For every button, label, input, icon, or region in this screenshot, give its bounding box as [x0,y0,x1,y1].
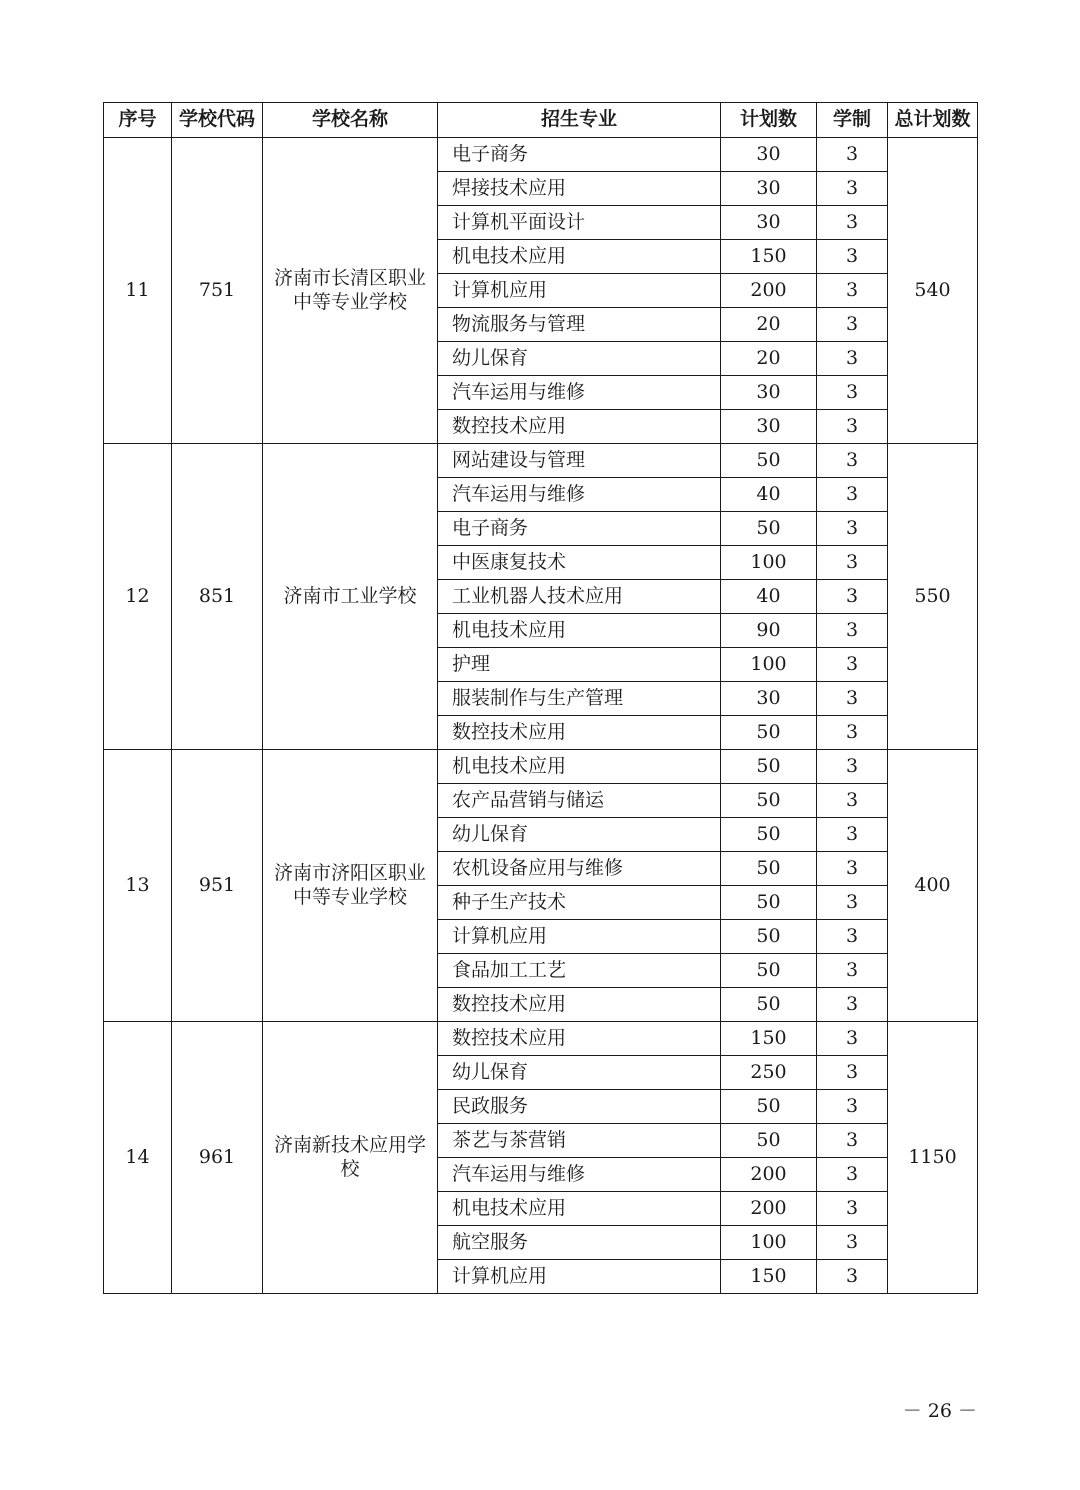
major-cell: 种子生产技术 [438,886,721,920]
major-cell: 数控技术应用 [438,1022,721,1056]
major-cell: 汽车运用与维修 [438,1158,721,1192]
major-cell: 茶艺与茶营销 [438,1124,721,1158]
plan-count-cell: 250 [721,1056,817,1090]
major-cell: 农产品营销与储运 [438,784,721,818]
years-cell: 3 [817,614,888,648]
school-seq-cell: 14 [104,1022,172,1294]
major-cell: 机电技术应用 [438,1192,721,1226]
plan-count-cell: 100 [721,1226,817,1260]
plan-count-cell: 50 [721,818,817,852]
years-cell: 3 [817,1124,888,1158]
years-cell: 3 [817,988,888,1022]
plan-count-cell: 50 [721,1090,817,1124]
years-cell: 3 [817,512,888,546]
school-total-cell: 550 [888,444,978,750]
school-code-cell: 961 [172,1022,263,1294]
years-cell: 3 [817,1090,888,1124]
major-cell: 电子商务 [438,512,721,546]
years-cell: 3 [817,580,888,614]
major-cell: 计算机应用 [438,920,721,954]
plan-count-cell: 150 [721,240,817,274]
major-cell: 食品加工工艺 [438,954,721,988]
years-cell: 3 [817,1226,888,1260]
plan-count-cell: 20 [721,308,817,342]
plan-count-cell: 30 [721,172,817,206]
major-cell: 幼儿保育 [438,342,721,376]
plan-count-cell: 100 [721,648,817,682]
years-cell: 3 [817,240,888,274]
school-code-cell: 851 [172,444,263,750]
years-cell: 3 [817,1260,888,1294]
school-code-cell: 951 [172,750,263,1022]
plan-count-cell: 90 [721,614,817,648]
major-cell: 护理 [438,648,721,682]
years-cell: 3 [817,682,888,716]
major-cell: 服装制作与生产管理 [438,682,721,716]
major-cell: 航空服务 [438,1226,721,1260]
plan-count-cell: 150 [721,1260,817,1294]
years-cell: 3 [817,1158,888,1192]
page-number: － 26 － [902,1400,977,1422]
plan-count-cell: 30 [721,206,817,240]
years-cell: 3 [817,852,888,886]
major-cell: 机电技术应用 [438,614,721,648]
major-cell: 数控技术应用 [438,410,721,444]
plan-count-cell: 40 [721,580,817,614]
school-name-cell: 济南市工业学校 [263,444,438,750]
plan-count-cell: 50 [721,512,817,546]
header-major: 招生专业 [438,103,721,138]
years-cell: 3 [817,410,888,444]
plan-count-cell: 200 [721,1158,817,1192]
plan-count-cell: 200 [721,1192,817,1226]
major-cell: 计算机应用 [438,274,721,308]
school-name-cell: 济南市济阳区职业中等专业学校 [263,750,438,1022]
years-cell: 3 [817,342,888,376]
header-years: 学制 [817,103,888,138]
plan-count-cell: 50 [721,716,817,750]
plan-count-cell: 50 [721,784,817,818]
years-cell: 3 [817,818,888,852]
years-cell: 3 [817,1192,888,1226]
major-cell: 幼儿保育 [438,818,721,852]
major-cell: 汽车运用与维修 [438,478,721,512]
major-cell: 焊接技术应用 [438,172,721,206]
header-school-name: 学校名称 [263,103,438,138]
school-name-cell: 济南新技术应用学校 [263,1022,438,1294]
years-cell: 3 [817,444,888,478]
enrollment-plan-table [103,102,978,1294]
major-cell: 中医康复技术 [438,546,721,580]
major-cell: 农机设备应用与维修 [438,852,721,886]
years-cell: 3 [817,1056,888,1090]
years-cell: 3 [817,172,888,206]
years-cell: 3 [817,954,888,988]
table-row [104,750,978,784]
plan-count-cell: 50 [721,852,817,886]
major-cell: 民政服务 [438,1090,721,1124]
school-total-cell: 400 [888,750,978,1022]
school-seq-cell: 11 [104,138,172,444]
plan-count-cell: 30 [721,376,817,410]
major-cell: 物流服务与管理 [438,308,721,342]
years-cell: 3 [817,920,888,954]
plan-count-cell: 30 [721,682,817,716]
years-cell: 3 [817,1022,888,1056]
plan-count-cell: 50 [721,886,817,920]
years-cell: 3 [817,138,888,172]
years-cell: 3 [817,274,888,308]
table-row [104,138,978,172]
header-plan-count: 计划数 [721,103,817,138]
years-cell: 3 [817,716,888,750]
years-cell: 3 [817,648,888,682]
table-body [104,138,978,1294]
years-cell: 3 [817,546,888,580]
plan-count-cell: 50 [721,1124,817,1158]
plan-count-cell: 50 [721,954,817,988]
table-row [104,444,978,478]
school-total-cell: 1150 [888,1022,978,1294]
years-cell: 3 [817,308,888,342]
plan-count-cell: 50 [721,750,817,784]
major-cell: 工业机器人技术应用 [438,580,721,614]
header-row [104,103,978,138]
table-row [104,1022,978,1056]
major-cell: 电子商务 [438,138,721,172]
table-header [104,103,978,138]
plan-count-cell: 30 [721,410,817,444]
years-cell: 3 [817,478,888,512]
school-code-cell: 751 [172,138,263,444]
major-cell: 汽车运用与维修 [438,376,721,410]
years-cell: 3 [817,376,888,410]
plan-count-cell: 50 [721,444,817,478]
plan-count-cell: 50 [721,988,817,1022]
header-seq: 序号 [104,103,172,138]
header-total: 总计划数 [888,103,978,138]
major-cell: 幼儿保育 [438,1056,721,1090]
major-cell: 网站建设与管理 [438,444,721,478]
plan-count-cell: 150 [721,1022,817,1056]
plan-count-cell: 20 [721,342,817,376]
school-seq-cell: 13 [104,750,172,1022]
plan-count-cell: 100 [721,546,817,580]
major-cell: 机电技术应用 [438,240,721,274]
years-cell: 3 [817,750,888,784]
years-cell: 3 [817,886,888,920]
major-cell: 计算机平面设计 [438,206,721,240]
plan-count-cell: 40 [721,478,817,512]
school-seq-cell: 12 [104,444,172,750]
major-cell: 数控技术应用 [438,988,721,1022]
plan-count-cell: 50 [721,920,817,954]
school-total-cell: 540 [888,138,978,444]
header-school-code: 学校代码 [172,103,263,138]
school-name-cell: 济南市长清区职业中等专业学校 [263,138,438,444]
plan-count-cell: 30 [721,138,817,172]
major-cell: 机电技术应用 [438,750,721,784]
years-cell: 3 [817,784,888,818]
plan-count-cell: 200 [721,274,817,308]
years-cell: 3 [817,206,888,240]
major-cell: 计算机应用 [438,1260,721,1294]
major-cell: 数控技术应用 [438,716,721,750]
